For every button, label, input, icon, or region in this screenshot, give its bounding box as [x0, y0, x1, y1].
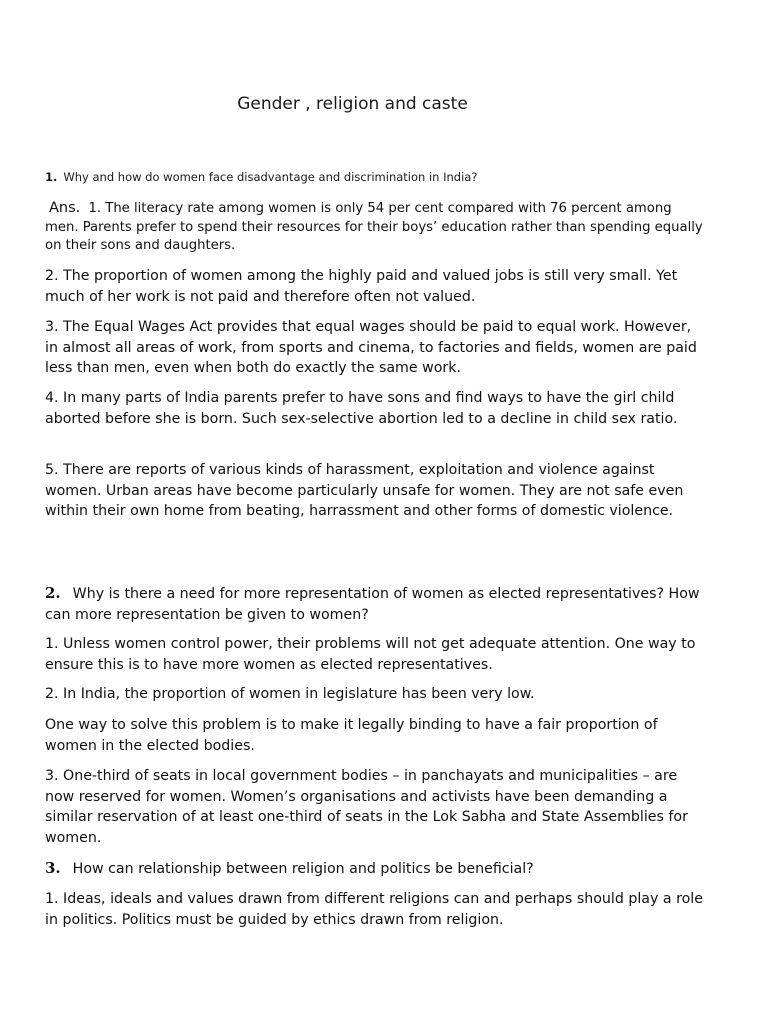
- question-3-text: How can relationship between religion and politics be beneficial?: [72, 861, 534, 877]
- question-2-number: 2.: [45, 584, 61, 602]
- q3-answer-1: 1. Ideas, ideals and values drawn from different religions can and perhaps should play a role in politics. Politics must be guided by ethics drawn from religion.: [45, 891, 703, 928]
- q1-answer-1-text: 1. The literacy rate among women is only 54 per cent compared with 76 percent among men. Parents prefer to spend their resources for their boys’ education rather than spending equally on their sons and daughters.: [45, 201, 703, 253]
- q2-answer-2: 2. In India, the proportion of women in legislature has been very low.: [45, 686, 535, 702]
- q1-answer-4: 4. In many parts of India parents prefer to have sons and find ways to have the girl child aborted before she is born. Such sex-selective abortion led to a decline in child sex ratio.: [45, 390, 678, 427]
- q1-answer-3: 3. The Equal Wages Act provides that equal wages should be paid to equal work. However, in almost all areas of work, from sports and cinema, to factories and fields, women are paid less than men, even when both do exactly the same work.: [45, 319, 697, 377]
- question-1: [45, 170, 477, 184]
- question-2-text: Why is there a need for more representation of women as elected representatives? How can more representation be given to women?: [45, 586, 700, 623]
- q2-answer-3: One way to solve this problem is to make it legally binding to have a fair proportion of women in the elected bodies.: [45, 717, 658, 754]
- q2-answer-4: 3. One-third of seats in local government bodies – in panchayats and municipalities – are now reserved for women. Women’s organisations and activists have been demanding a similar reservation of at least one-third of seats in the Lok Sabha and State Assemblies for women.: [45, 768, 688, 846]
- q1-answer-5: 5. There are reports of various kinds of harassment, exploitation and violence against women. Urban areas have become particularly unsafe for women. They are not safe even within their own home from beating, harrassment and other forms of domestic violence.: [45, 462, 684, 520]
- question-3: [45, 858, 705, 880]
- answer-label: Ans.: [49, 200, 81, 216]
- q1-answer-1: [45, 199, 705, 256]
- q1-answer-2: 2. The proportion of women among the highly paid and valued jobs is still very small. Yet much of her work is not paid and therefore often not valued.: [45, 268, 678, 305]
- question-1-text: Why and how do women face disadvantage and discrimination in India?: [63, 170, 478, 184]
- question-1-number: 1.: [45, 170, 58, 184]
- document-title: Gender , religion and caste: [237, 94, 468, 114]
- question-2: [45, 583, 705, 625]
- q2-answer-1: 1. Unless women control power, their problems will not get adequate attention. One way to ensure this is to have more women as elected representatives.: [45, 636, 696, 673]
- question-3-number: 3.: [45, 859, 61, 877]
